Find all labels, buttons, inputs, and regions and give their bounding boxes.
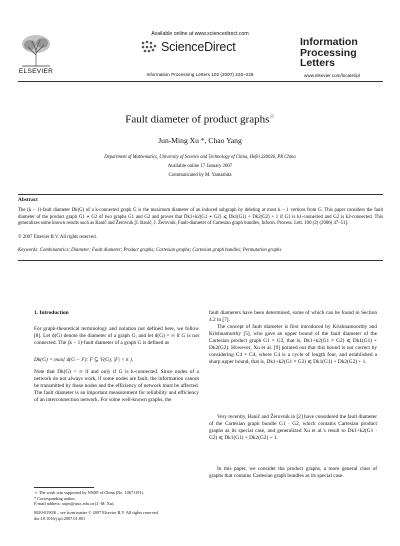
right-paragraph-1: fault diameters have been determined, some of which can be found in Section 4.2 in [7]. (209, 310, 377, 323)
footnote-corresponding: * Corresponding author. (34, 495, 76, 501)
title-footnote-mark[interactable]: ☆ (269, 114, 275, 120)
elsevier-tree-icon (18, 33, 54, 67)
communicated-by: Communicated by M. Yamashita (168, 173, 232, 178)
article-title (40, 113, 360, 126)
abstract-heading: Abstract (18, 197, 38, 203)
abstract-top-divider (18, 194, 383, 195)
footnote-divider (34, 487, 94, 488)
journal-title-line: Letters (300, 57, 336, 69)
right-paragraph-4: In this paper, we consider the product graphs, a more general class of graphs that contains Cartesian graph bundles as its special case. (209, 466, 377, 479)
footnotes (34, 490, 204, 507)
abstract-text: The (k − 1)-fault diameter Dk(G) of a k-connected graph G is the maximum diameter of an induced subgraph by deleting at most k − 1 vertices from G. This paper considers the fault diameter of the product graph G1 ∗ G2 of two graphs G1 and G2 and proves that Dk1+k2(G1 ∗ G2) ⩽ Dk1(G1) + Dk2(G2) + 1 if G1 is k1-connected and G2 is k2-connected. This generalizes some known results such as Banič and Žerovnik [I. Banič, J. Žerovnik, Fault-diameter of Cartesian graph bundles, Inform. Process. Lett. 100 (2) (2006) 47–51]. (18, 208, 383, 227)
footnote-email[interactable]: E-mail address: xujm@ustc.edu.cn (J.-M. Xu). (34, 501, 115, 507)
affiliation: Department of Mathematics, University of Science and Technology of China, Hefei 230026, PR China (104, 155, 296, 160)
intro-paragraph-2: Note that Dk(G) < ∞ if and only if G is k-connected. Since nodes of a network do not always work, if some nodes are fault, the information cannot be transmitted by these nodes and the efficiency of network must be affected. The fault diameter is an important measurement for reliability and efficiency of an interconnection network. For some well-known graphs, the (34, 369, 199, 403)
available-online-text: Available online at www.sciencedirect.com (151, 31, 249, 37)
journal-url[interactable]: www.elsevier.com/locate/ipl (304, 73, 360, 78)
elsevier-logo (18, 33, 54, 77)
right-paragraph-2: The concept of fault diameter is first introduced by Krishnamoorthy and Krishnamurthy [5], who gave an upper bound of the fault diameter of the Cartesian product graph G1 × G2, that is, Dk1+k2(G1 × G2) ⩽ Dk1(G1) + Dk2(G2). However, Xu et al. [9] pointed out that this bound is not correct by considering C4 × C4, where C4 is a cycle of length four, and established a sharp upper bound, that is, Dk1+k2(G1 × G2) ⩽ Dk1(G1) + Dk2(G2) + 1. (209, 324, 377, 365)
footnote-funding: ☆ The work was supported by NNSF of China (No. 10671191). (34, 490, 145, 495)
sciencedirect-mark-icon (140, 39, 160, 55)
front-matter (34, 510, 204, 521)
journal-title (300, 37, 390, 69)
header-divider (18, 81, 383, 82)
section-heading-introduction: 1. Introduction (34, 310, 69, 316)
keywords: Keywords: Combinatorics; Diameter; Fault diameter; Product graphs; Cartesian graphs; Cartesian graph bundles; Permutation graphs (18, 248, 282, 253)
elsevier-wordmark: ELSEVIER (18, 68, 54, 75)
journal-title-line: Processing (300, 46, 357, 59)
sciencedirect-wordmark: ScienceDirect (161, 40, 236, 54)
sciencedirect-logo[interactable] (140, 39, 265, 55)
issn-line: 0020-0190/$ – see front matter © 2007 Elsevier B.V. All rights reserved. (34, 510, 159, 515)
journal-title-line: Information (300, 36, 358, 48)
article-authors: Jun-Ming Xu *, Chao Yang (158, 136, 242, 145)
available-online-date: Available online 17 January 2007 (167, 164, 233, 169)
intro-paragraph-1: For graph-theoretical terminology and notation not defined here, we follow [8]. Let d(G) denote the diameter of a graph G, and let d(G) = ∞ if G is not connected. The (k − 1)-fault diameter of a graph G is defined as (34, 326, 199, 346)
fault-diameter-formula: Dk(G) = max{ d(G − F): F ⊆ V(G), |F| < k }. (34, 357, 134, 363)
abstract-bottom-divider (18, 260, 383, 261)
right-paragraph-3: Very recently, Banič and Žerovnik in [2] have considered the fault diameter of the Cartesian graph bundle G1 · G2, which contains Cartesian product graphs as its special case, and generalized Xu et al.'s result to Dk1+k2(G1 · G2) ⩽ Dk1(G1) + Dk2(G2) + 1. (209, 414, 377, 441)
article-title-text: Fault diameter of product graphs (125, 113, 270, 126)
doi-link[interactable]: doi:10.1016/j.ipl.2007.01.001 (34, 515, 86, 521)
journal-reference: Information Processing Letters 102 (2007) 226–228 (146, 72, 254, 77)
abstract-copyright: © 2007 Elsevier B.V. All rights reserved. (18, 235, 97, 240)
